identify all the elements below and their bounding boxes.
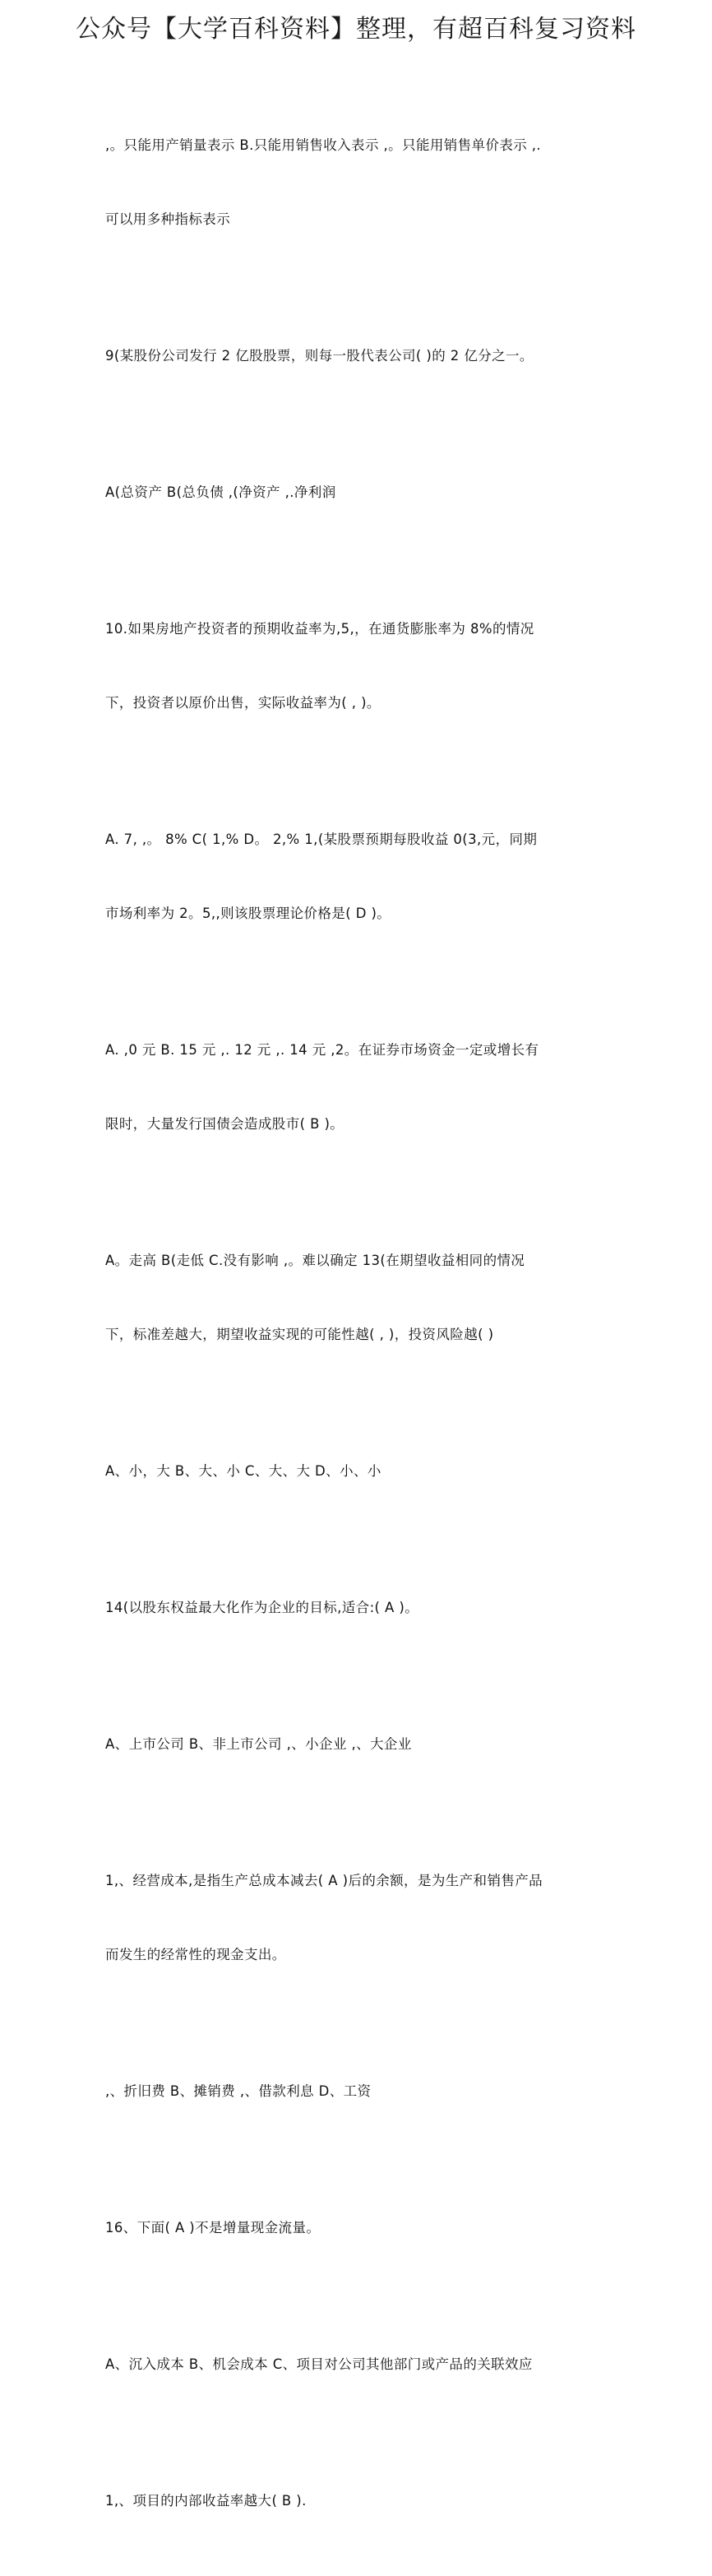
- text-line: 而发生的经常性的现金支出。: [105, 1947, 286, 1962]
- text-line: A、上市公司 B、非上市公司 ,、小企业 ,、大企业: [105, 1736, 412, 1752]
- paragraph: [105, 1683, 615, 1806]
- text-line: 市场利率为 2。5,,则该股票理论价格是( D )。: [105, 906, 391, 921]
- text-line: 16、下面( A )不是增量现金流量。: [105, 2220, 321, 2235]
- text-line: 1,、项目的内部收益率越大( B ).: [105, 2493, 307, 2509]
- paragraph: [105, 2166, 615, 2290]
- paragraph: [105, 2439, 615, 2563]
- paragraph: [105, 2303, 615, 2426]
- paragraph: [105, 1546, 615, 1670]
- text-line: 1,、经营成本,是指生产总成本减去( A )后的余额，是为生产和销售产品: [105, 1873, 543, 1888]
- text-line: 10.如果房地产投资者的预期收益率为,5,，在通货膨胀率为 8%的情况: [105, 621, 534, 637]
- text-line: A. 7, ,。 8% C( 1,% D。 2,% 1,(某股票预期每股收益 0(3,元，同期: [105, 832, 538, 847]
- text-line: A. ,0 元 B. 15 元 ,. 12 元 ,. 14 元 ,2。在证券市场资金一定或增长有: [105, 1042, 539, 1058]
- paragraph: [105, 1819, 615, 2017]
- text-line: 9(某股份公司发行 2 亿股股票，则每一股代表公司( )的 2 亿分之一。: [105, 348, 534, 364]
- text-line: A、沉入成本 B、机会成本 C、项目对公司其他部门或产品的关联效应: [105, 2356, 533, 2372]
- paragraph: [105, 1410, 615, 1533]
- paragraph: [105, 2030, 615, 2153]
- paragraph: [105, 431, 615, 554]
- text-line: 限时，大量发行国债会造成股市( B )。: [105, 1116, 344, 1132]
- paragraph: [105, 989, 615, 1186]
- text-line: 可以用多种指标表示: [105, 211, 231, 227]
- text-line: A。走高 B(走低 C.没有影响 ,。难以确定 13(在期望收益相同的情况: [105, 1253, 525, 1268]
- text-line: A(总资产 B(总负债 ,(净资产 ,.净利润: [105, 484, 336, 500]
- text-line: A、小，大 B、大、小 C、大、大 D、小、小: [105, 1463, 381, 1479]
- text-line: 下，投资者以原价出售，实际收益率为( , )。: [105, 695, 381, 711]
- text-line: ,、折旧费 B、摊销费 ,、借款利息 D、工资: [105, 2083, 372, 2099]
- text-line: ,。只能用产销量表示 B.只能用销售收入表示 ,。只能用销售单价表示 ,.: [105, 137, 542, 153]
- paragraph: [105, 1199, 615, 1397]
- paragraph: [105, 568, 615, 765]
- paragraph: [105, 778, 615, 975]
- paragraph: [105, 294, 615, 418]
- text-line: 下，标准差越大，期望收益实现的可能性越( , )，投资风险越( ): [105, 1327, 494, 1342]
- paragraph: [105, 84, 615, 281]
- header-title: 公众号【大学百科资料】整理，有超百科复习资料: [76, 15, 636, 44]
- text-line: 14(以股东权益最大化作为企业的目标,适合:( A )。: [105, 1600, 419, 1615]
- document-body: [105, 84, 615, 2576]
